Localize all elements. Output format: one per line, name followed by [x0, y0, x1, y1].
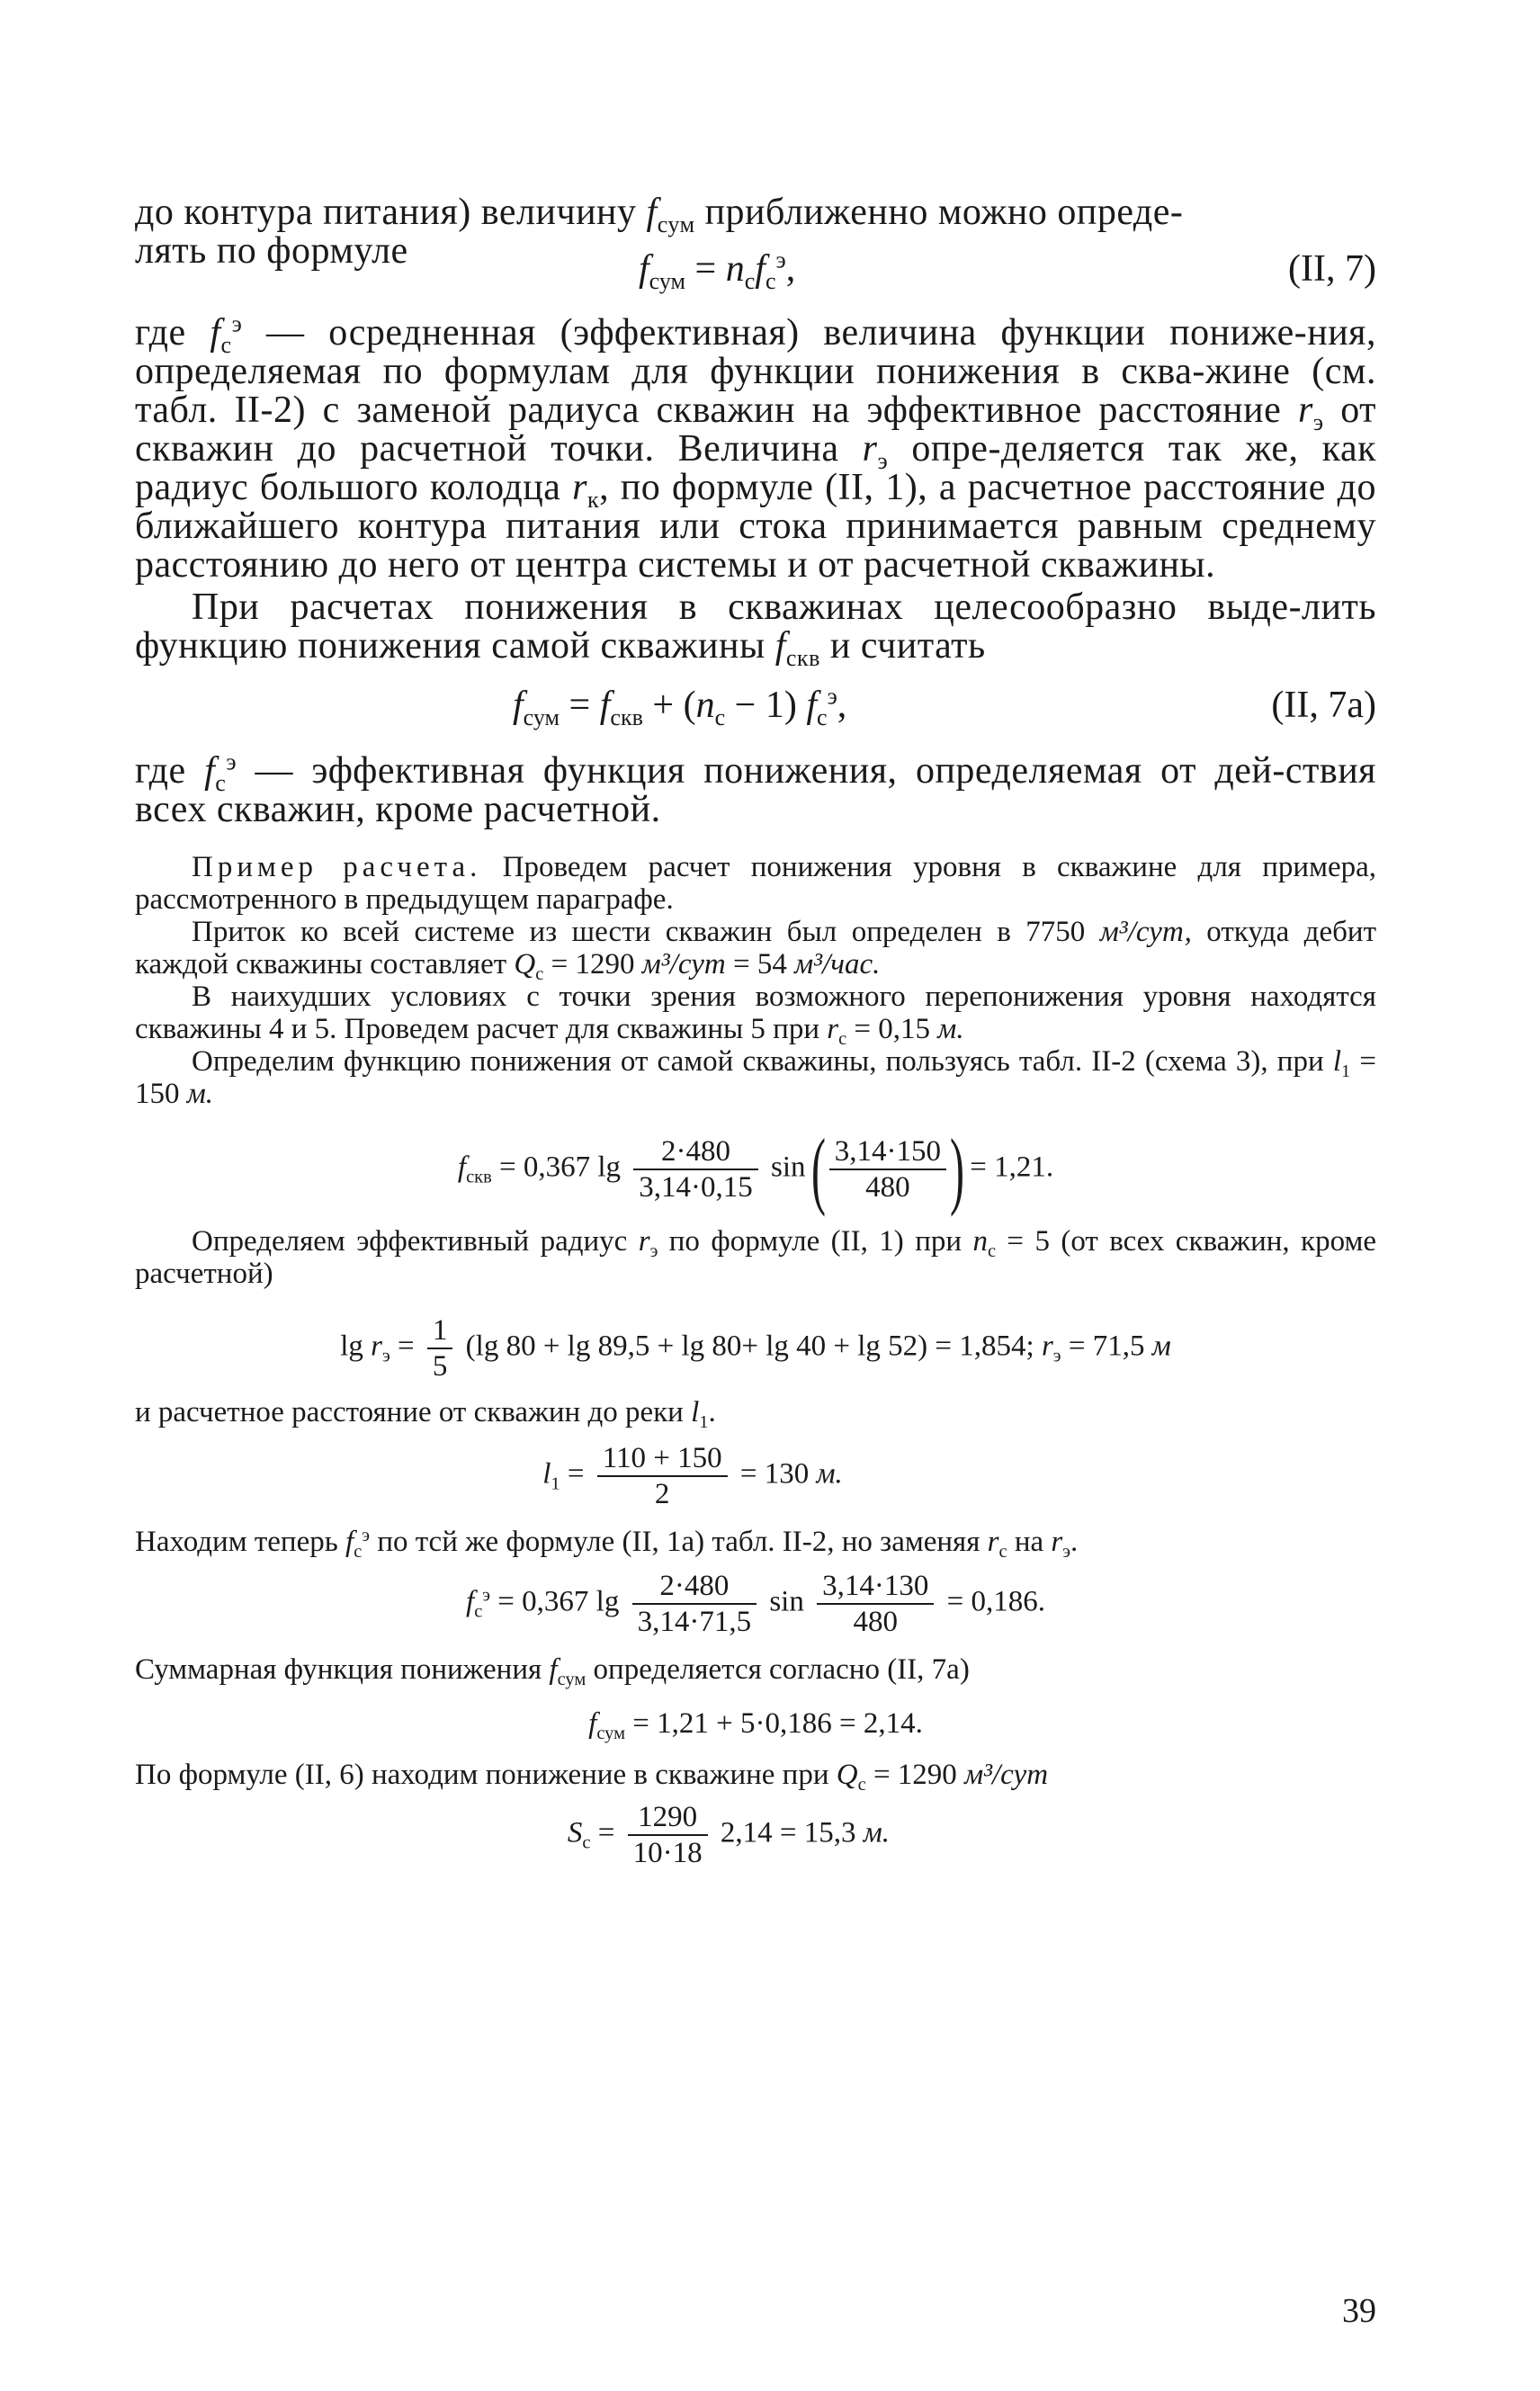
fraction: $\frac{3,14\cdot 130}{480}$	[817, 1569, 934, 1639]
fraction: $\frac{110 + 150}{2}$	[597, 1441, 728, 1511]
equation-number: (II, 7)	[1288, 248, 1376, 290]
paragraph-calculation: При расчетах понижения в скважинах целесообразно выде-лить функцию понижения самой скважины $f_{скв}$ и считать	[135, 587, 1376, 672]
fraction: $\frac{2\cdot 480}{3,14\cdot 0,15}$	[633, 1134, 758, 1204]
page-number: 39	[1342, 2292, 1376, 2330]
equation-II-7: $f_{сум} = n_сf_с^э$, (II, 7)	[135, 244, 1376, 307]
example-worst-case: В наихудших условиях с точки зрения возможного перепонижения уровня находятся скважины 4 и 5. Проведем расчет для скважины 5 при $r_с = 0,15$ м.	[135, 981, 1376, 1050]
paragraph-effective-function: где $f_с^э$ — эффективная функция понижения, определяемая от дей-ствия всех скважин, кроме расчетной.	[135, 748, 1376, 830]
example-effective-radius: Определяем эффективный радиус $r_э$ по формуле (II, 1) при $n_с = 5$ (от всех скважин, кроме расчетной)	[135, 1225, 1376, 1290]
example-total-function: Суммарная функция понижения $f_{сум}$ определяется согласно (II, 7а)	[135, 1653, 970, 1690]
formula-lg-re: $\lg r_э$ = $\frac{1}{5}$ (lg 80 + lg 89,5 + lg 80+ lg 40 + lg 52) = 1,854; $r_э = 71,5$ м	[340, 1314, 1171, 1383]
page-body	[135, 193, 1376, 1879]
fraction: $\frac{1290}{10\cdot 18}$	[628, 1800, 708, 1870]
paragraph-intro: до контура питания) величину $f_{сум}$ приближенно можно опреде- лять по формуле	[135, 192, 1184, 272]
fraction: $\frac{3,14\cdot 150}{480}$	[829, 1134, 946, 1204]
formula-l1: $l_1$ = $\frac{110 + 150}{2}$ = 130 м.	[542, 1442, 843, 1510]
fraction: $\frac{2\cdot 480}{3,14\cdot 71,5}$	[632, 1569, 757, 1639]
fraction: $\frac{1}{5}$	[427, 1313, 453, 1384]
example-drawdown: По формуле (II, 6) находим понижение в скважине при $Q_с = 1290$ м³/сут	[135, 1759, 1049, 1795]
equation-II-7a: $f_{сум} = f_{скв} + (n_с - 1)$ $f_с^э$, (II, 7a)	[135, 680, 1376, 743]
example-find-fe: Находим теперь $f_с^э$ по тсй же формуле (II, 1а) табл. II-2, но заменяя $r_с$ на $r_э$.	[135, 1525, 1079, 1563]
formula-f-skv: $f_{скв} = 0,367$ lg $\frac{2\cdot 480}{3,14\cdot 0,15}$ sin ( $\frac{3,14\cdot 150}{480}$ ) = 1,21.	[457, 1121, 1054, 1217]
formula-fe: $f_с^э = 0,367$ lg $\frac{2\cdot 480}{3,14\cdot 71,5}$ sin $\frac{3,14\cdot 130}{480}$ = 0,186.	[466, 1570, 1045, 1638]
example-inflow: Приток ко всей системе из шести скважин был определен в 7750 м³/сут, откуда дебит каждой скважины составляет $Q_с = 1290$ м³/сут = 54 м³/час.	[135, 916, 1376, 985]
paragraph-definition: где $f_с^э$ — осредненная (эффективная) величина функции пониже-ния, определяемая по формулам для функции понижения в сква-жине (см. табл. II-2) с заменой радиуса скважин на эффективное расстояние $r_э$ от скважин до расчетной точки. Величина $r_э$ опре-деляется так же, как радиус большого колодца $r_к$, по формуле (II, 1), а расчетное расстояние до ближайшего контура питания или стока принимается равным среднему расстоянию до него от центра системы и от расчетной скважины.	[135, 310, 1376, 586]
equation-number: (II, 7a)	[1271, 685, 1376, 726]
formula-f-sum: $f_{сум} = 1,21 + 5\cdot 0,186 = 2,14$.	[588, 1707, 923, 1744]
formula-sc: $S_с$ = $\frac{1290}{10\cdot 18}$ 2,14 = 15,3 м.	[567, 1801, 891, 1869]
example-distance-river: и расчетное расстояние от скважин до реки $l_1$.	[135, 1396, 716, 1433]
example-own-function: Определим функцию понижения от самой скважины, пользуясь табл. II-2 (схема 3), при $l_1 = 150$ м.	[135, 1045, 1376, 1110]
example-heading: Пример расчета. Проведем расчет понижения уровня в скважине для примера, рассмотренного в предыдущем параграфе.	[135, 851, 1376, 916]
